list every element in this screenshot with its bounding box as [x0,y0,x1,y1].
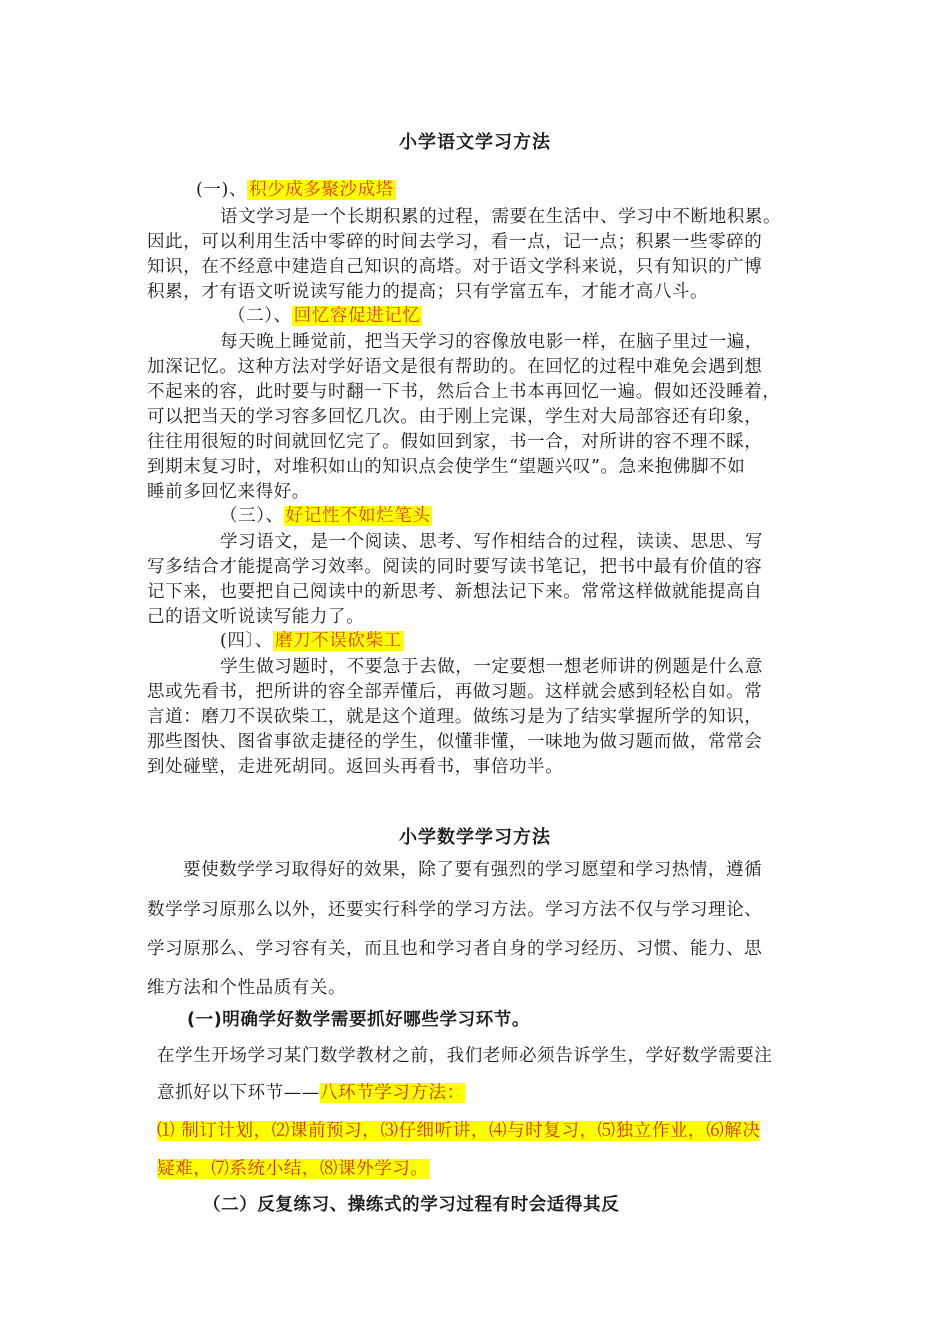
heading-4-prefix: (四〕、 [220,631,273,651]
heading-2-highlight: 回忆容促进记忆 [293,306,421,326]
math-paragraph-1-line: 维方法和个性品质有关。 [147,978,347,998]
paragraph-1-line: 语文学习是一个长期积累的过程，需要在生活中、学习中不断地积累。 [220,207,782,227]
paragraph-4-line: 言道：磨刀不误砍柴工，就是这个道理。做练习是为了结实掌握所学的知识， [147,707,763,727]
paragraph-3-line: 记下来，也要把自己阅读中的新思考、新想法记下来。常常这样做就能提高自 [147,582,763,602]
math-paragraph-1-line: 数学学习原那么以外，还要实行科学的学习方法。学习方法不仅与学习理论、 [147,900,763,920]
heading-1-highlight: 积少成多聚沙成塔 [249,180,394,200]
paragraph-1-line: 因此，可以利用生活中零碎的时间去学习，看一点，记一点；积累一些零碎的 [147,232,763,252]
math-paragraph-2-prefix: 意抓好以下环节—— [157,1083,320,1103]
paragraph-2-line: 加深记忆。这种方法对学好语文是很有帮助的。在回忆的过程中难免会遇到想 [147,357,763,377]
paragraph-3-line: 学习语文，是一个阅读、思考、写作相结合的过程，读读、思思、写 [220,532,763,552]
paragraph-2-line: 每天晚上睡觉前，把当天学习的容像放电影一样，在脑子里过一遍， [220,332,763,352]
paragraph-1-line: 知识，在不经意中建造自己知识的高塔。对于语文学科来说，只有知识的广博 [147,257,763,277]
heading-4 [220,627,404,652]
paragraph-4-line: 到处碰壁，走进死胡同。返回头再看书，事倍功半。 [147,757,564,777]
math-paragraph-2-line: 在学生开场学习某门数学教材之前，我们老师必须告诉学生，学好数学需要注 [157,1046,773,1066]
math-paragraph-2-line [157,1079,465,1104]
paragraph-4-line: 思或先看书，把所讲的容全部弄懂后，再做习题。这样就会感到轻松自如。常 [147,682,763,702]
heading-1-prefix: (一)、 [196,180,248,200]
heading-3 [220,502,432,527]
heading-4-highlight: 磨刀不误砍柴工 [274,631,402,651]
paragraph-2-line: 到期末复习时，对堆积如山的知识点会使学生“望题兴叹”。急来抱佛脚不如 [147,457,746,477]
steps-highlight-1: ⑴ 制订计划，⑵课前预习，⑶仔细听讲，⑷与时复习，⑸独立作业，⑹解决 [157,1121,761,1141]
paragraph-2-line: 可以把当天的学习容多回忆几次。由于刚上完课，学生对大局部容还有印象， [147,407,763,427]
heading-3-highlight: 好记性不如烂笔头 [285,506,431,526]
steps-line [157,1117,760,1142]
paragraph-2-line: 睡前多回忆来得好。 [147,482,310,502]
heading-2-prefix: （二）、 [228,306,292,326]
chinese-section-title: 小学语文学习方法 [399,132,551,153]
math-paragraph-1-line: 要使数学学习取得好的效果，除了要有强烈的学习愿望和学习热情，遵循 [183,860,763,880]
heading-1 [196,176,396,201]
paragraph-1-line: 积累，才有语文听说读写能力的提高；只有学富五车，才能才高八斗。 [147,282,709,302]
heading-3-prefix: （三）、 [220,506,284,526]
math-paragraph-1-line: 学习原那么、学习容有关，而且也和学习者自身的学习经历、习惯、能力、思 [147,939,763,959]
math-paragraph-2-highlight: 八环节学习方法： [319,1083,465,1103]
paragraph-4-line: 学生做习题时，不要急于去做，一定要想一想老师讲的例题是什么意 [220,657,763,677]
math-section-title: 小学数学学习方法 [399,827,551,848]
paragraph-3-line: 己的语文听说读写能力了。 [147,607,365,627]
paragraph-2-line: 不起来的容，此时要与时翻一下书，然后合上书本再回忆一遍。假如还没睡着， [147,382,781,402]
paragraph-3-line: 写多结合才能提高学习效率。阅读的同时要写读书笔记，把书中最有价值的容 [147,557,763,577]
math-heading-2: （二）反复练习、操练式的学习过程有时会适得其反 [203,1195,620,1215]
heading-2 [228,302,422,327]
math-heading-1: (一)明确学好数学需要抓好哪些学习环节。 [187,1010,530,1030]
steps-highlight-2: 疑难，⑺系统小结，⑻课外学习。 [157,1159,429,1179]
paragraph-4-line: 那些图快、图省事欲走捷径的学生，似懂非懂，一味地为做习题而做，常常会 [147,732,763,752]
paragraph-2-line: 往往用很短的时间就回忆完了。假如回到家，书一合，对所讲的容不理不睬， [147,432,763,452]
steps-line [157,1155,429,1180]
